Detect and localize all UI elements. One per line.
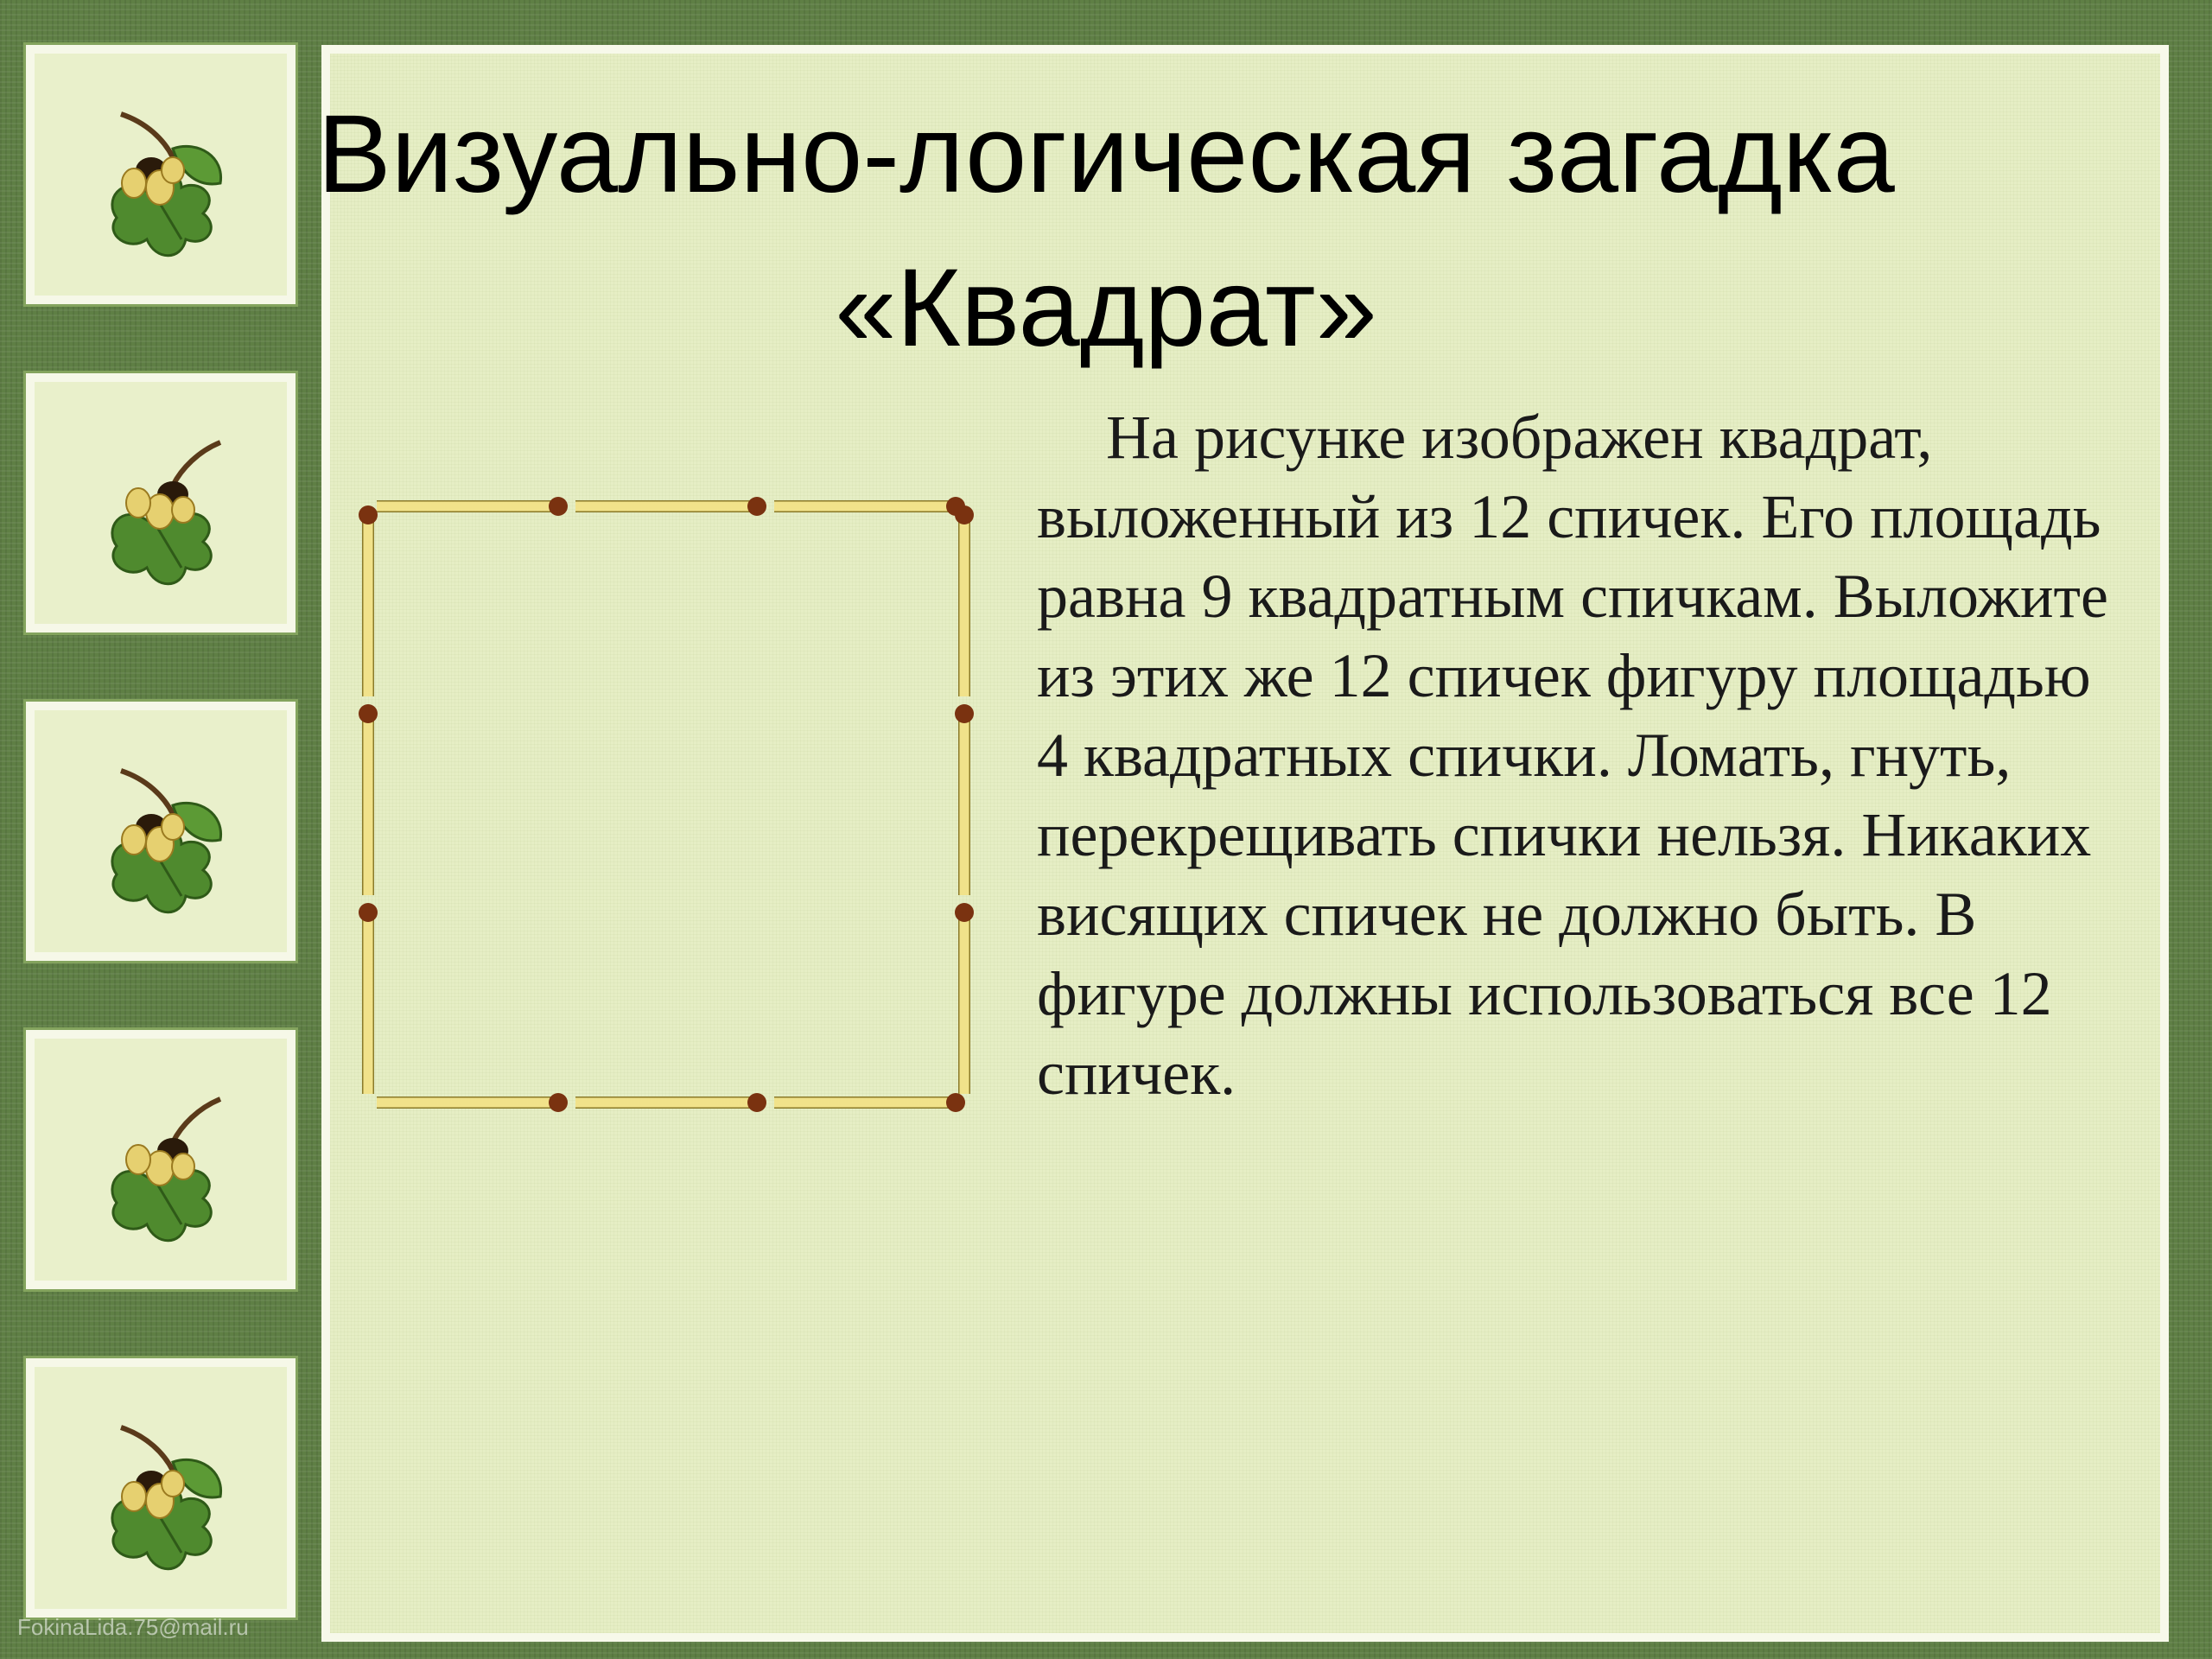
matchstick-9 bbox=[774, 497, 965, 516]
matchstick-square-figure bbox=[354, 484, 985, 1123]
matchstick-8 bbox=[955, 704, 974, 895]
watermark: FokinaLida.75@mail.ru bbox=[17, 1614, 249, 1640]
slide-title bbox=[233, 78, 1979, 385]
slide-title-line-2: «Квадрат» bbox=[835, 246, 1377, 370]
matchstick-4 bbox=[955, 505, 974, 696]
matchstick-12 bbox=[955, 903, 974, 1094]
acorn-oak-leaf-icon bbox=[69, 745, 259, 935]
acorn-oak-leaf-icon bbox=[69, 88, 259, 278]
slide-title-line-1: Визуально-логическая загадка bbox=[317, 92, 1895, 216]
matchstick-10 bbox=[774, 1093, 965, 1112]
matchstick-3 bbox=[359, 505, 378, 696]
acorn-oak-leaf-icon bbox=[69, 416, 259, 607]
decor-tile-5 bbox=[26, 1358, 296, 1618]
decor-tile-2 bbox=[26, 373, 296, 632]
matchstick-7 bbox=[359, 704, 378, 895]
matchstick-11 bbox=[359, 903, 378, 1094]
matchstick-5 bbox=[575, 497, 766, 516]
acorn-oak-leaf-icon bbox=[69, 1402, 259, 1592]
matchstick-6 bbox=[575, 1093, 766, 1112]
decor-tile-4 bbox=[26, 1030, 296, 1289]
matchstick-1 bbox=[377, 497, 568, 516]
acorn-oak-leaf-icon bbox=[69, 1073, 259, 1263]
puzzle-description: На рисунке изображен квадрат, выложенный из 12 спичек. Его площадь равна 9 квадратным спичкам. Выложите из этих же 12 спичек фигуру площадью 4 квадратных спички. Ломать, гнуть, перекрещивать спички нельзя. Никаких висящих спичек не должно быть. В фигуре должны использоваться все 12 спичек. bbox=[1037, 403, 2108, 1108]
decor-tile-3 bbox=[26, 702, 296, 961]
matchstick-2 bbox=[377, 1093, 568, 1112]
